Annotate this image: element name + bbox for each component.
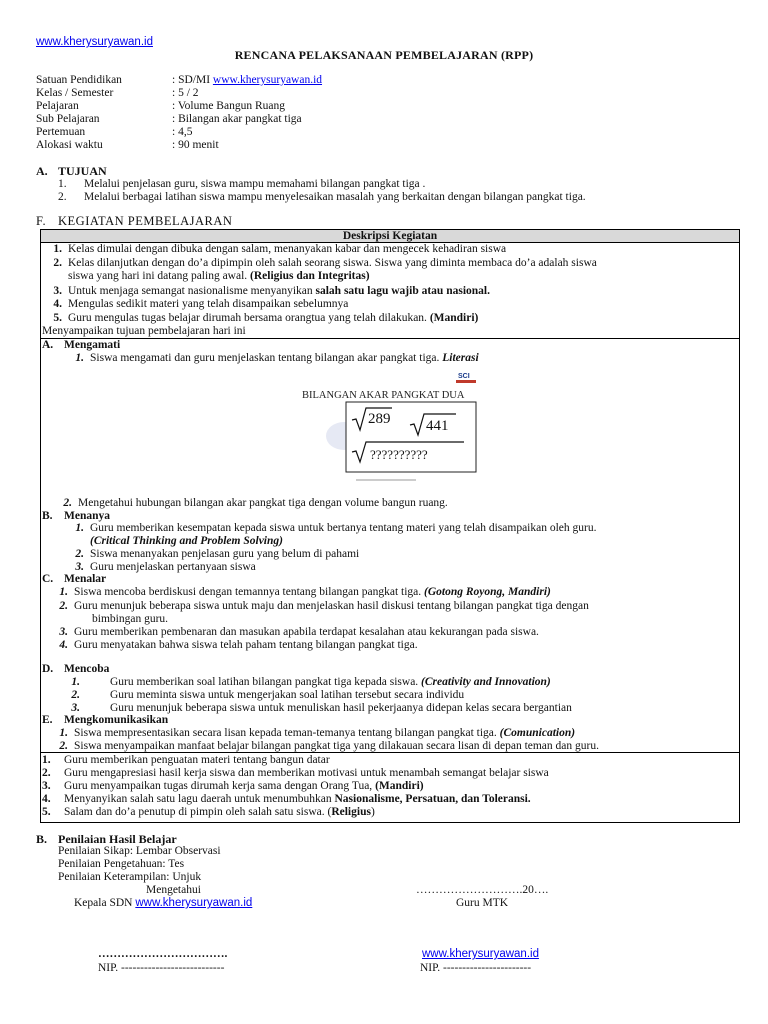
info-label: Alokasi waktu	[36, 139, 103, 151]
info-value: : Volume Bangun Ruang	[172, 100, 285, 112]
table-header: Deskripsi Kegiatan	[40, 229, 740, 243]
header-site-link[interactable]: www.kherysuryawan.id	[36, 36, 153, 48]
mengkomunikasikan-item: 1. Siswa mempresentasikan secara lisan kepada teman-temanya tentang bilangan pangkat tiga. (Comunication)	[59, 727, 576, 739]
info-satuan-link[interactable]: www.kherysuryawan.id	[212, 74, 323, 86]
sci-logo-icon: SCI	[458, 373, 470, 380]
mengkomunikasikan-heading: E. Mengkomunikasikan	[42, 714, 169, 726]
signature-dots: …………………………….	[98, 948, 228, 960]
mengetahui-label: Mengetahui	[146, 884, 201, 896]
table-border-bottom	[40, 822, 740, 823]
tujuan-pembelajaran-line: Menyampaikan tujuan pembelajaran hari ini	[42, 325, 246, 337]
pendahuluan-item: 3. Untuk menjaga semangat nasionalisme menyanyikan salah satu lagu wajib atau nasional.	[53, 285, 490, 297]
table-divider	[40, 338, 740, 339]
info-value: : 5 / 2	[172, 87, 199, 99]
menanya-item: 2. Siswa menanyakan penjelasan guru yang belum di pahami	[75, 548, 360, 560]
penilaian-line: Penilaian Pengetahuan: Tes	[58, 858, 185, 870]
menanya-heading: B. Menanya	[42, 510, 110, 522]
akar-pangkat-figure	[296, 370, 480, 492]
document-title: RENCANA PELAKSANAAN PEMBELAJARAN (RPP)	[234, 48, 534, 62]
menalar-item: 2. Guru menunjuk beberapa siswa untuk maju dan menjelaskan hasil diskusi tentang bilangan pangkat tiga dengan	[59, 600, 589, 612]
menalar-item: 4. Guru menyatakan bahwa siswa telah paham tentang bilangan pangkat tiga.	[59, 639, 418, 651]
mencoba-heading: D. Mencoba	[42, 663, 110, 675]
figure-title: BILANGAN AKAR PANGKAT DUA	[302, 390, 465, 401]
menalar-item-cont: bimbingan guru.	[92, 613, 169, 625]
info-value: : SD/MI	[172, 74, 213, 86]
mencoba-item: 3. Guru menunjuk beberapa siswa untuk menuliskan hasil pekerjaanya didepan kelas secara bergantian	[71, 702, 572, 714]
table-border-right	[739, 243, 740, 822]
menalar-item: 3. Guru memberikan pembenaran dan masukan apabila terdapat kesalahan atau kekurangan pada siswa.	[59, 626, 539, 638]
penilaian-heading: B. Penilaian Hasil Belajar	[36, 832, 177, 846]
table-border-left	[40, 243, 41, 822]
penutup-item: 4. Menyanyikan salah satu lagu daerah untuk menumbuhkan Nasionalisme, Persatuan, dan Toleransi.	[42, 793, 531, 805]
info-value: : 90 menit	[172, 139, 219, 151]
penutup-item: 2. Guru mengapresiasi hasil kerja siswa dan memberikan motivasi untuk menambah semangat belajar siswa	[42, 767, 549, 779]
sqrt-441: 441	[426, 418, 449, 434]
pendahuluan-item: 4. Mengulas sedikit materi yang telah disampaikan sebelumnya	[53, 298, 349, 310]
penutup-item: 3. Guru menyampaikan tugas dirumah kerja sama dengan Orang Tua, (Mandiri)	[42, 780, 424, 792]
menanya-item: 3. Guru menjelaskan pertanyaan siswa	[75, 561, 256, 573]
info-label: Pelajaran	[36, 100, 79, 112]
info-value: : 4,5	[172, 126, 193, 138]
pendahuluan-item-cont: siswa yang hari ini datang paling awal. (Religius dan Integritas)	[68, 270, 370, 282]
penutup-item: 1. Guru memberikan penguatan materi tentang bangun datar	[42, 754, 330, 766]
kepala-label: Kepala SDN www.kherysuryawan.id	[74, 897, 253, 909]
pendahuluan-item: 2. Kelas dilanjutkan dengan do’a dipimpin oleh salah seorang siswa. Siswa yang diminta membaca do’a adalah siswa	[53, 257, 597, 269]
info-label: Pertemuan	[36, 126, 86, 138]
tujuan-item: 2. Melalui berbagai latihan siswa mampu menyelesaikan masalah yang berkaitan dengan bilangan pangkat tiga.	[58, 191, 586, 203]
menanya-item-cont: (Critical Thinking and Problem Solving)	[90, 535, 283, 547]
mencoba-item: 2. Guru meminta siswa untuk mengerjakan soal latihan tersebut secara individu	[71, 689, 465, 701]
logo-bar	[456, 380, 476, 383]
pendahuluan-item: 1. Kelas dimulai dengan dibuka dengan salam, menanyakan kabar dan mengecek kehadiran siswa	[53, 243, 507, 255]
penilaian-line: Penilaian Keterampilan: Unjuk	[58, 871, 202, 883]
nip-right: NIP. -----------------------	[420, 962, 532, 974]
mencoba-item: 1. Guru memberikan soal latihan bilangan pangkat tiga kepada siswa. (Creativity and Innovation)	[71, 676, 551, 688]
sqrt-289: 289	[368, 411, 391, 427]
mengkomunikasikan-item: 2. Siswa menyampaikan manfaat belajar bilangan pangkat tiga yang dilakauan secara lisan di depan teman dan guru.	[59, 740, 599, 752]
penilaian-line: Penilaian Sikap: Lembar Observasi	[58, 845, 221, 857]
info-label: Sub Pelajaran	[36, 113, 100, 125]
info-label: Satuan Pendidikan	[36, 74, 122, 86]
section-kegiatan-heading: F. KEGIATAN PEMBELAJARAN	[36, 214, 233, 228]
info-label: Kelas / Semester	[36, 87, 114, 99]
akar-figure-svg	[296, 370, 480, 492]
guru-mtk-label: Guru MTK	[456, 897, 509, 909]
mengamati-item: 2. Mengetahui hubungan bilangan akar pangkat tiga dengan volume bangun ruang.	[63, 497, 448, 509]
kepala-link[interactable]: www.kherysuryawan.id	[135, 897, 253, 909]
section-tujuan-heading: A. TUJUAN	[36, 164, 107, 178]
menanya-item: 1. Guru memberikan kesempatan kepada siswa untuk bertanya tentang materi yang telah disampaikan oleh guru.	[75, 522, 597, 534]
mengamati-heading: A. Mengamati	[42, 339, 121, 351]
penutup-item: 5. Salam dan do’a penutup di pimpin oleh salah satu siswa. (Religius)	[42, 806, 375, 818]
sqrt-unknown: ??????????	[370, 447, 428, 462]
mengamati-item: 1. Siswa mengamati dan guru menjelaskan tentang bilangan akar pangkat tiga. Literasi	[75, 352, 479, 364]
tujuan-item: 1. Melalui penjelasan guru, siswa mampu memahami bilangan pangkat tiga .	[58, 178, 426, 190]
date-line: ……………………….20….	[416, 884, 549, 896]
info-value: : Bilangan akar pangkat tiga	[172, 113, 302, 125]
menalar-heading: C. Menalar	[42, 573, 107, 585]
menalar-item: 1. Siswa mencoba berdiskusi dengan temannya tentang bilangan pangkat tiga. (Gotong Royong, Mandiri)	[59, 586, 551, 598]
nip-left: NIP. ---------------------------	[98, 962, 225, 974]
signature-right-link[interactable]: www.kherysuryawan.id	[422, 948, 539, 960]
pendahuluan-item: 5. Guru mengulas tugas belajar dirumah bersama orangtua yang telah dilakukan. (Mandiri)	[53, 312, 479, 324]
